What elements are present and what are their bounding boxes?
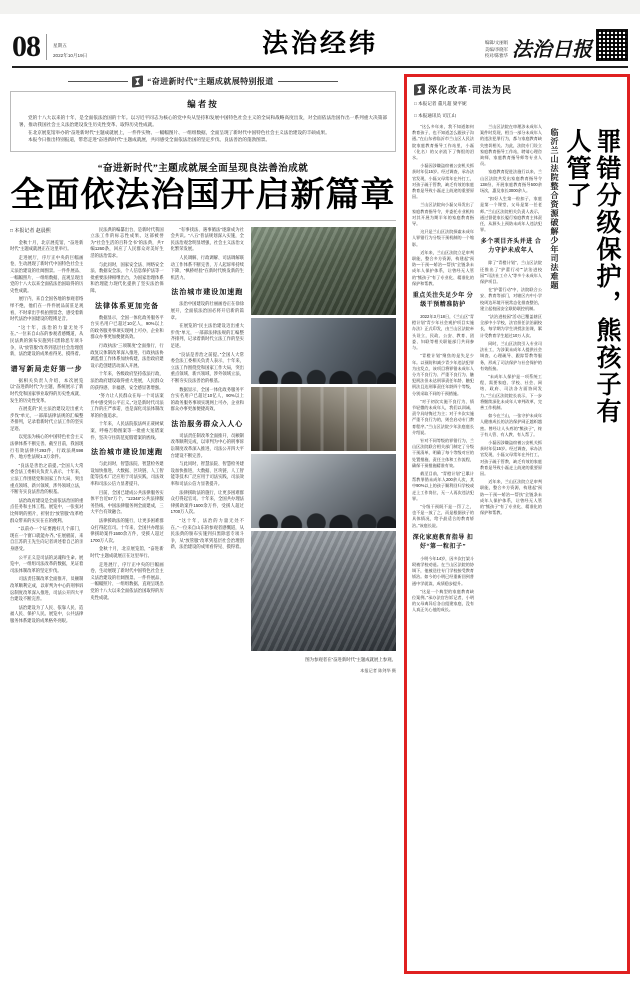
feature-section-label	[414, 83, 622, 96]
editor-note-paragraph: 党的十八大以来的十年，是全面依法治国的十年。以习近平同志为核心的党中央从坚持和发展中国特色社会主义的全局和战略高度出发，对全面依法治国作出一系列重大决策部署，推动我国社会主义法治建设发生历史性变革、取得历史性成就。	[19, 115, 387, 128]
paragraph: 展厅内，来自全国各地的参观者络绎不绝，他们在一件件展品前驻足观看，不时拿出手机拍照留念，感受着新时代法治中国建设的铿锵足音。	[10, 296, 84, 322]
paragraph: 十年来，人民法院依法纠正聂树斌案、呼格吉勒图案等一批重大冤错案件，坚决守住防范冤假错案的底线。	[90, 421, 164, 440]
paragraph: 十年来，各级政府坚持依法行政，法治政府建设取得重大进展，人民群众的获得感、幸福感、安全感显著增强。	[90, 371, 164, 390]
editor-note-paragraph: 本报今日推出特别报道，带您走进“奋进新时代”主题成就展，共同感受全面依法治国的坚定步伐、良法善治的蓬勃图景。	[28, 137, 270, 143]
photo-display-cabinets	[251, 387, 396, 451]
paragraph: 法治建设为了人民、依靠人民、造福人民、保护人民。展览中，公共法律服务体系建设的成果格外亮眼。	[10, 604, 84, 623]
lead-shoulder-headline: “奋进新时代”主题成就展全面呈现良法善治成就	[97, 163, 309, 174]
lead-subhead: 法治城市建设加速跑	[171, 288, 244, 297]
masthead	[12, 14, 628, 62]
paragraph: “这么多年来，我不知道如何教育孩子，也不知道怎么跟孩子沟通。”在山东省临沂市兰山区人民法院家庭教育指导工作站里，小磊（化名）的父亲流下了悔恨的泪水。	[412, 124, 474, 161]
banner-rule-right	[278, 81, 338, 82]
photo-audience	[251, 454, 396, 528]
page-body	[10, 74, 630, 974]
paragraph: 司法责任制改革全面推开，员额制改革顺利完成，以审判为中心的刑事诉讼制度改革深入推进，司法公开四大平台建设不断完善。	[10, 576, 84, 602]
paragraph: “未成年人保护是一项系统工程，需要家庭、学校、社会、网络、政府、司法各方面协同发力。”兰山区法院院长表示，下一步将继续深化未成年人审判改革，完善工作机制。	[480, 373, 542, 410]
paragraph: 小明今年14岁，因多次打架斗殴被学校劝退。在兰山区法院的协调下，他被送往专门学校接受教育矫治。如今的小明已经重新回到普通中学就读，成绩稳步提升。	[412, 555, 474, 586]
paragraph: 这只是兰山区法院探索未成年人罪错行为分级干预机制的一个缩影。	[412, 229, 474, 247]
paragraph: 除了“青橙计划”，兰山区法院还推出了“护蕾行动”“法治进校园”“司法社工介入”等多个未成年人保护项目。	[480, 260, 542, 285]
paragraph: 法治中国建设的壮丽画卷正在徐徐展开，全面依法治国必将开启新的篇章。	[170, 301, 244, 320]
paragraph: 数据显示，全国一体化政务服务平台实名用户已超过10亿人，90%以上的政务服务事项实现网上可办，企业和群众办事更加便捷高效。	[170, 386, 244, 412]
cube-logo-icon	[414, 83, 425, 95]
lead-column-2	[90, 227, 163, 675]
left-zone	[10, 74, 402, 974]
feature-columns	[412, 124, 544, 924]
lead-column-1	[10, 227, 83, 675]
paragraph: 行政执法“三项制度”全面推行，行政复议体制改革深入推进，行政执法协调监督工作体系加快构建，法治政府建设示范创建活动深入开展。	[90, 342, 164, 368]
lead-article-columns	[10, 227, 396, 675]
right-feature-box	[404, 74, 630, 974]
paragraph: 与此同时，智慧法院、智慧检务建设加快推进，大数据、区块链、人工智能等技术广泛应用于司法实践，司法效率和司法公信力显著提升。	[170, 461, 244, 487]
lead-subhead: 法律体系更加完备	[94, 301, 159, 310]
feature-headline-block	[544, 124, 622, 924]
paragraph: 法治政府建设是全面依法治国的重点任务和主体工程。展览中，一张张对比鲜明的照片，折射出“放管服”改革给群众带来的实实在在的便利。	[10, 497, 84, 523]
photo-visitors-crowd	[251, 318, 396, 384]
paragraph: 兰山区法院在审理涉未成年人案件时发现，相当一部分未成年人的违法犯罪行为，都与家庭教育缺失密切相关。为此，法院专门设立家庭教育指导工作站，聘请心理咨询师、家庭教育指导师等专业人员。	[480, 124, 542, 167]
photo-escalator-scene	[251, 531, 396, 651]
photo-montage	[251, 227, 396, 675]
paragraph: 如今在兰山，一张守护未成年人健康成长的法治保护网正越织越密。曾经让人头疼的“熊孩子”，终于有人管、有人教、有人帮了。	[480, 413, 542, 437]
paragraph: 小磊因涉嫌盗窃被公安机关抓获时年仅15岁。经过调查，承办法官发现，小磊父母常年在外打工，对孩子疏于管教，缺乏有效的家庭教育是导致小磊走上歧途的重要原因。	[480, 439, 542, 476]
paragraph: “这十年，法治的力量无处不在。”一位来自山东的参观者感慨道，从民法典的颁布实施到扫黑除恶专项斗争，从“放管服”改革到基层社会治理创新，法治建设的成果看得见、摸得着。	[10, 324, 84, 357]
paragraph: 目前，全国已建成公共法律服务实体平台近57万个，“12348”公共法律服务热线、中国法律服务网全面建成，三大平台有效融合。	[90, 489, 164, 515]
paragraph: 近年来，兰山区法院立足审判职能，整合多方资源，构建起“预防—干预—矫治—帮扶”全链条未成年人保护体系，让曾经无人管的“熊孩子”有了专业化、精准化的保护和帮教。	[412, 249, 474, 286]
feature-subhead: 多个项目齐头并进 合力守护未成年人	[480, 239, 542, 255]
headline-rule	[10, 220, 396, 221]
credit-proofreader: 校对/陈雅华	[484, 52, 508, 58]
feature-subtitle: 临沂兰山法院整合资源破解少年司法难题	[550, 128, 559, 290]
paragraph: 民法典的编纂出台，是新时代我国立法工作的标志性成果。这部被誉为“社会生活的百科全书”的法典，共7编1260条，回应了人民群众对美好生活的法治需求。	[90, 226, 164, 258]
banner-label: “奋进新时代”主题成就展特别报道	[147, 77, 274, 86]
feature-subhead: 深化家庭教育指导 扣好“第一粒扣子”	[412, 534, 474, 550]
special-report-banner	[10, 76, 396, 87]
paragraph: 与此同时，智慧法院、智慧检务建设加快推进，大数据、区块链、人工智能等技术广泛应用于司法实践，司法效率和司法公信力显著提升。	[90, 461, 164, 487]
feature-section-text: 深化改革·司法为民	[428, 85, 513, 95]
paragraph: “有事找法、遇事循法”逐渐成为社会共识。“八五”普法规划深入实施，全民法治观念明显增强，社会主义法治文化繁荣发展。	[170, 226, 244, 252]
paragraph: “良法是善治之前提。”全国人大常委会法工委相关负责人表示，十年来，立法工作围绕党和国家工作大局，突出重点领域、新兴领域、涉外领域立法，不断夯实良法善治的根基。	[10, 462, 84, 495]
paragraph: 在展览的“民主法治建设迈出重大步伐”单元，一部部法律法规的汇编整齐排列，记录着新时代立法工作的坚实足迹。	[10, 406, 84, 431]
feature-subhead: 重点关注失足少年 分级干预精准防护	[412, 293, 474, 309]
feature-headline: 罪错分级保护，熊孩子有人管了	[563, 128, 622, 425]
paragraph: 据相关负责人介绍，本次展览以“奋进新时代”为主题，系统展示了新时代党和国家事业取得的历史性成就、发生的历史性变革。	[10, 377, 84, 403]
credit-art-editor: 美编/李晓军	[484, 46, 508, 52]
paragraph: 2022年3月18日，《兰山区“青橙计划”青少年社会观护项目实施办法》正式印发，由兰山区法院牵头设立，民政、公安、教育、团委、妇联等相关职能部门共同参与。	[412, 314, 474, 351]
paragraph: 数据显示，全国一体化政务服务平台实名用户已超过10亿人，90%以上的政务服务事项实现网上可办，企业和群众办事更加便捷高效。	[90, 314, 164, 340]
lead-subhead: 法治城市建设加速跑	[90, 448, 163, 457]
paragraph: “扣好人生第一粒扣子，家庭是第一个课堂，父母是第一任老师。”兰山区法院相关负责人表示，通过督促家长履行家庭教育主体责任，从源头上预防未成年人违法犯罪。	[480, 196, 542, 233]
banner-rule-left	[68, 81, 128, 82]
paragraph: 法律援助法的施行，让更多困难群众打得起官司。十年来，全国共办理法律援助案件1500余万件，受援人超过1700万人次。	[90, 518, 164, 543]
feature-byline-correspondent: □ 本报通讯员 司江山	[414, 113, 457, 118]
feature-byline-reporters: □ 本报记者 董凡超 梁平妮	[414, 101, 467, 106]
photo-caption: 图为参观者在“奋进新时代”主题成就展上参观。	[305, 656, 396, 662]
lead-byline: □ 本报记者 赵晨熙	[10, 227, 51, 234]
feature-body	[412, 124, 622, 924]
paragraph: 以宪法为核心的中国特色社会主义法律体系不断完善。截至目前，我国现行有效法律共293件、行政法规598件、地方性法规1.3万余件。	[10, 434, 84, 460]
paragraph: 人民调解、行政调解、司法调解联动工作体系不断完善，万人起诉率持续下降，“枫桥经验”在新时代焕发新的生机活力。	[170, 255, 244, 280]
newspaper-logo: 法治日报	[512, 37, 592, 61]
paragraph: 司法责任制改革全面推开，员额制改革顺利完成，以审判为中心的刑事诉讼制度改革深入推进，司法公开四大平台建设不断完善。	[170, 432, 244, 458]
paragraph: 在展览的“民主法治建设迈出重大步伐”单元，一部部法律法规的汇编整齐排列，记录着新时代立法工作的坚实足迹。	[170, 323, 244, 348]
paragraph: “这是一个典型的家庭教育缺位案例。”承办法官告诉记者，小明的父母离异后各自组建家庭，没有人真正关心他的成长。	[412, 588, 474, 613]
paragraph: 截至目前，“青橙计划”已累计帮教罪错未成年人200余人次，其中90%以上的孩子顺利回归学校或走上工作岗位，无一人再次违法犯罪。	[412, 470, 474, 501]
paragraph: “法治进校园”活动已覆盖辖区全部中小学校，法官担任法治副校长，每学期为学生讲授法治课，累计受教育学生超过10万人次。	[480, 314, 542, 338]
paragraph: “分级干预既不是一罚了之，也不是一放了之，而是根据孩子的具体情况，给予最适合的教育矫治。”该庭长说。	[412, 503, 474, 528]
paragraph: “良法是善治之前提。”全国人大常委会法工委相关负责人表示，十年来，立法工作围绕党和国家工作大局，突出重点领域、新兴领域、涉外领域立法，不断夯实良法善治的根基。	[170, 351, 244, 383]
paragraph: 近年来，兰山区法院立足审判职能，整合多方资源，构建起“预防—干预—矫治—帮扶”全链条未成年人保护体系，让曾经无人管的“熊孩子”有了专业化、精准化的保护和帮教。	[480, 479, 542, 516]
paragraph: 针对不同等级的罪错行为，兰山区法院联合相关部门制定了分级干预清单，明确了每个等级对应的处置措施、责任主体和工作流程，确保干预措施精准有效。	[412, 437, 474, 468]
paragraph: 家庭教育促进法施行以来，兰山区法院共发出家庭教育指导令138份，开展家庭教育指导500余场次，惠及家长3000余人。	[480, 169, 542, 194]
paragraph: 走进展厅，序厅正中央的巨幅画卷，生动展现了新时代中国特色社会主义法治建设的壮阔图景。一件件展品、一幅幅照片、一组组数据，直观呈现出党的十八大以来全面依法治国取得的历史性成就。	[10, 254, 84, 293]
paragraph: 公平正义是司法的灵魂和生命。展览中，一组组司法改革的数据，见证着司法体制改革的坚定步伐。	[10, 554, 84, 573]
paragraph: 金秋十月，北京展览馆，“奋进新时代”主题成就展正在这里举行。	[10, 239, 84, 252]
section-title: 法治经纬	[261, 29, 378, 59]
masthead-rule	[12, 66, 628, 68]
paragraph: 与此同时，国家安全法、网络安全法、数据安全法、个人信息保护法等一批重要法律相继出台，为国家治理体系和治理能力现代化提供了坚实法治保障。	[90, 261, 164, 293]
paragraph: “以前办一个证要跑好几个部门，现在一个窗口就能办齐。”在展板前，来自江苏的王先生向记者讲述着自己的亲身感受。	[10, 526, 84, 551]
paragraph: 在“护蕾行动”中，法院联合公安、教育等部门，对辖区内中小学校周边环境开展常态化排查整治，建立起校园安全联防联控机制。	[480, 287, 542, 311]
feature-column-2	[480, 124, 542, 924]
paragraph: 小磊因涉嫌盗窃被公安机关抓获时年仅15岁。经过调查，承办法官发现，小磊父母常年在外打工，对孩子疏于管教，缺乏有效的家庭教育是导致小磊走上歧途的重要原因。	[412, 163, 474, 200]
lead-subhead: 法治服务群众入人心	[171, 419, 244, 428]
lead-column-3	[171, 227, 244, 675]
paragraph: 兰山区法院向小磊父母发出了家庭教育指导令，并委托专业机构对其开展为期半年的家庭教育指导。	[412, 202, 474, 227]
date-label: 2022年10月19日	[53, 52, 88, 58]
photo-credit: 本报记者 陈剑华 摄	[360, 668, 396, 674]
page-number: 08	[12, 30, 40, 63]
paragraph: 金秋十月，北京展览馆，“奋进新时代”主题成就展正在这里举行。	[90, 546, 164, 558]
lead-subhead: 谱写新局走好第一步	[10, 364, 83, 373]
newspaper-page	[0, 14, 640, 986]
paragraph: “努力让人民群众在每一个司法案件中感受到公平正义。”这是新时代司法工作的庄严承诺，也是深化司法体制改革的价值追求。	[90, 393, 164, 418]
paragraph: 走进展厅，序厅正中央的巨幅画卷，生动展现了新时代中国特色社会主义法治建设的壮阔图景。一件件展品、一幅幅照片、一组组数据，直观呈现出党的十八大以来全面依法治国取得的历史性成就。	[90, 561, 164, 600]
paragraph: 同时，兰山区法院引入专业司法社工，为涉案未成年人提供社会调查、心理疏导、跟踪帮教等服务，形成了司法保护与社会保护的有效衔接。	[480, 340, 542, 371]
feature-column-1	[412, 124, 474, 924]
paragraph: 法律援助法的施行，让更多困难群众打得起官司。十年来，全国共办理法律援助案件1500余万件，受援人超过1700万人次。	[170, 489, 244, 515]
editor-note-box	[10, 91, 396, 152]
editor-note-title: 编者按	[187, 99, 219, 109]
photo-exhibition-hall	[251, 227, 396, 315]
paragraph: “对于初次实施不良行为、情节轻微的未成年人，我们以训诫、责令具结悔过为主；对于多次实施严重不良行为的，则会启动专门教育程序。”兰山区法院少年法庭庭长介绍说。	[412, 398, 474, 435]
weekday-label: 星期五	[53, 43, 67, 48]
paragraph: “青橙计划”聚焦的是失足少年。以预防和减少青少年违法犯罪为出发点，该项目将罪错未成年人分为不良行为、严重不良行为、触犯刑法但未达刑事责任年龄、触犯刑法且达刑事责任年龄四个等级，分别采取不同的干预措施。	[412, 353, 474, 396]
credit-editor: 编辑/文丽娟	[484, 40, 508, 46]
cube-logo-icon	[132, 75, 143, 87]
paragraph: “这十年，法治的力量无处不在。”一位来自山东的参观者感慨道，从民法典的颁布实施到扫黑除恶专项斗争，从“放管服”改革到基层社会治理创新，法治建设的成果看得见、摸得着。	[170, 518, 244, 550]
editor-note-paragraph: 在北京展览馆举办的“奋进新时代”主题成就展上，一件件实物、一幅幅图片、一组组数据，全面呈现了新时代中国特色社会主义法治建设的丰硕成果。	[28, 129, 330, 135]
lead-main-headline: 全面依法治国开启新篇章	[10, 174, 396, 215]
